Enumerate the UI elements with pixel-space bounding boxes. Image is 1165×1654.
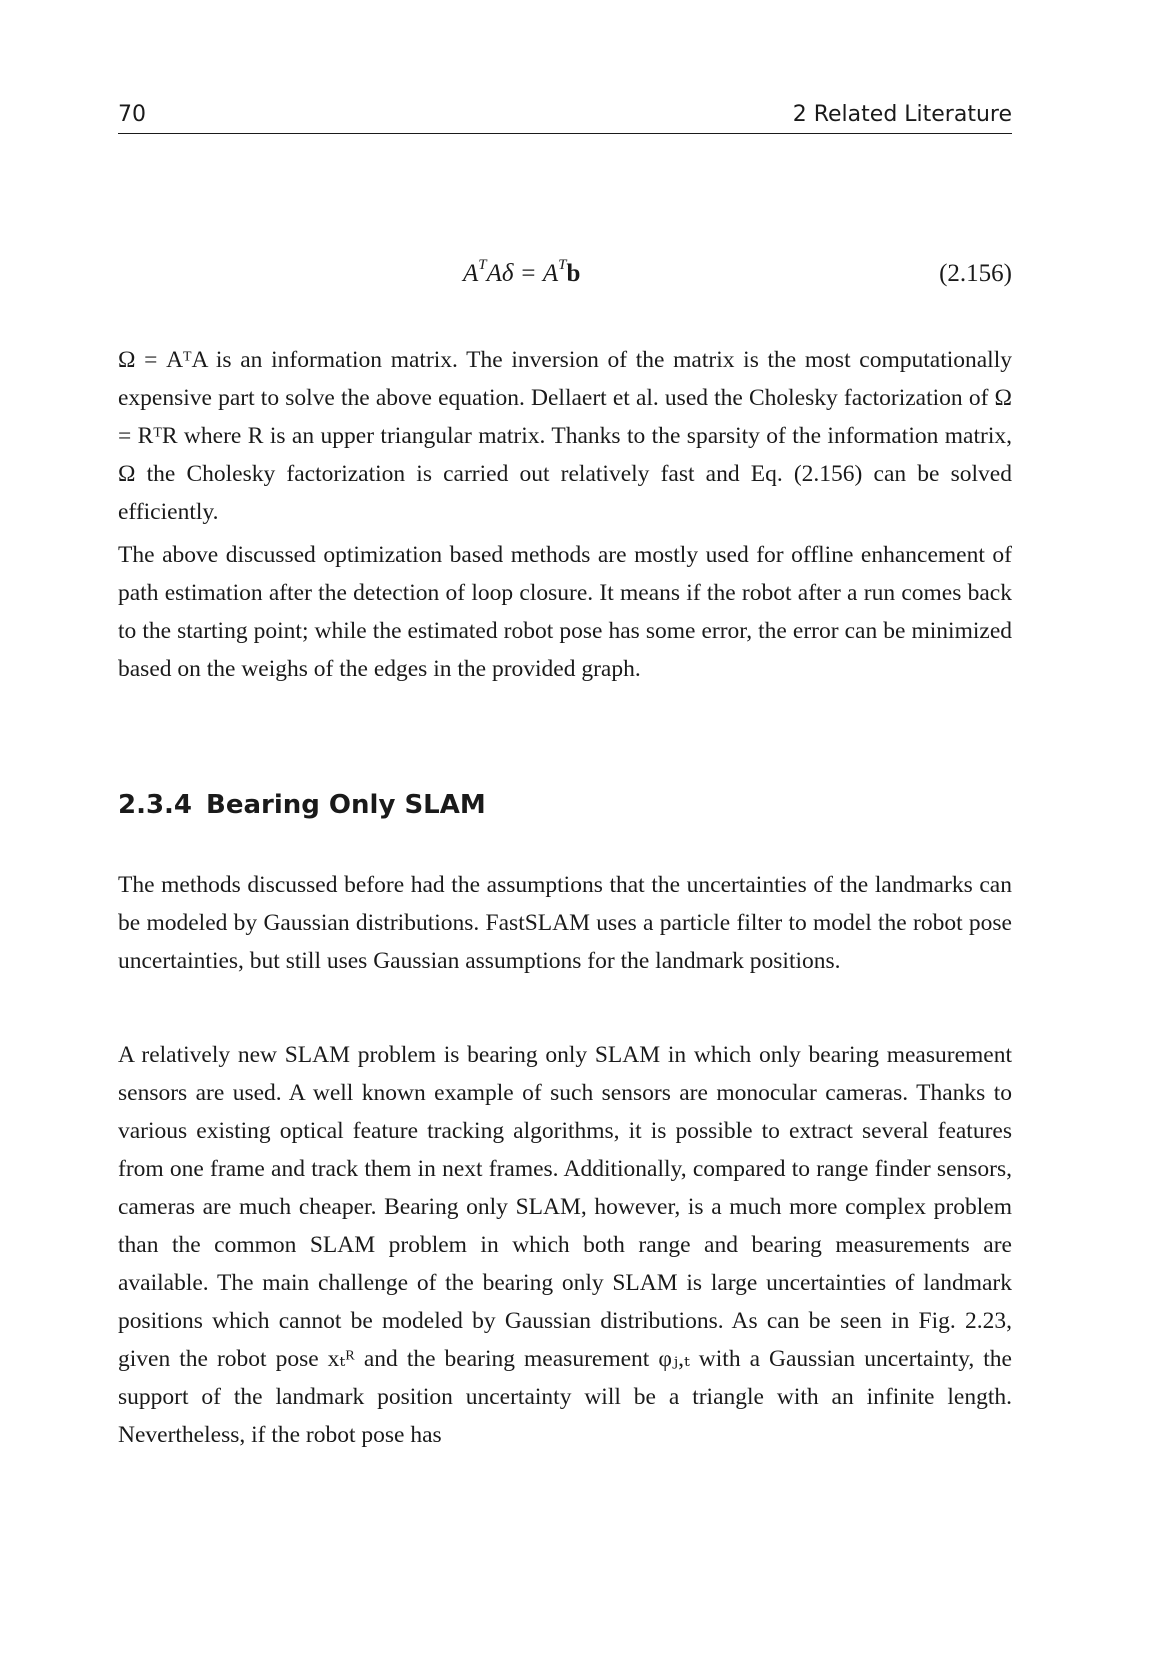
- eq-lhs: A: [463, 260, 479, 287]
- equation-expression: [463, 257, 581, 288]
- paragraph-bearing-only-slam: A relatively new SLAM problem is bearing only SLAM in which only bearing measurement sensors are used. A well known example of such sensors are monocular cameras. Thanks to various existing optical feature tracking algorithms, it is possible to extract several features from one frame and track them in next frames. Additionally, compared to range finder sensors, cameras are much cheaper. Bearing only SLAM, however, is a much more complex problem than the common SLAM problem in which both range and bearing measurements are available. The main challenge of the bearing only SLAM is large uncertainties of landmark positions which cannot be modeled by Gaussian distributions. As can be seen in Fig. 2.23, given the robot pose xₜᴿ and the bearing measurement φⱼ,ₜ with a Gaussian uncertainty, the support of the landmark position uncertainty will be a triangle with an infinite length. Nevertheless, if the robot pose has: [118, 1042, 1012, 1448]
- paragraph-information-matrix: Ω = AᵀA is an information matrix. The inversion of the matrix is the most computationally expensive part to solve the above equation. Dellaert et al. used the Cholesky factorization of Ω = RᵀR where R is an upper triangular matrix. Thanks to the sparsity of the information matrix, Ω the Cholesky factorization is carried out relatively fast and Eq. (2.156) can be solved efficiently.: [118, 347, 1012, 525]
- section-heading: [118, 790, 486, 820]
- paragraph-optimization-methods: The above discussed optimization based methods are mostly used for offline enhancement of path estimation after the detection of loop closure. It means if the robot after a run comes back to the starting point; while the estimated robot pose has some error, the error can be minimized based on the weighs of the edges in the provided graph.: [118, 542, 1012, 682]
- section-number: 2.3.4: [118, 790, 193, 820]
- equation-2-156: [118, 257, 1012, 300]
- eq-rhs-vector: b: [566, 260, 581, 287]
- equation-number: (2.156): [939, 260, 1012, 287]
- running-header: [118, 102, 1012, 134]
- chapter-title: 2 Related Literature: [792, 102, 1012, 127]
- paragraph-gaussian-assumptions: The methods discussed before had the assumptions that the uncertainties of the landmarks can be modeled by Gaussian distributions. FastSLAM uses a particle filter to model the robot pose uncertainties, but still uses Gaussian assumptions for the landmark positions.: [118, 872, 1012, 974]
- eq-lhs-sup: T: [478, 257, 487, 273]
- page-number: 70: [118, 102, 146, 127]
- eq-mid: Aδ = A: [486, 260, 559, 287]
- section-title: Bearing Only SLAM: [206, 790, 486, 820]
- eq-rhs-sup: T: [558, 257, 567, 273]
